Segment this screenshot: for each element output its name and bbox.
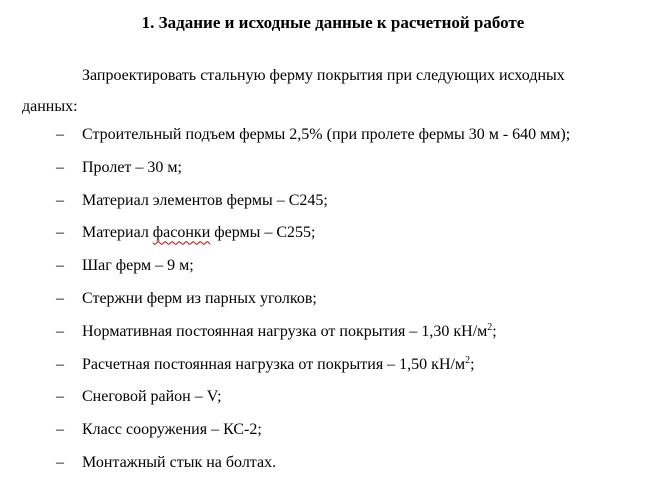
intro-line-1: Запроектировать стальную ферму покрытия при следующих исходных xyxy=(82,67,565,84)
list-item xyxy=(0,414,666,447)
list-bullet: – xyxy=(56,388,64,406)
text-segment: фермы – С255; xyxy=(210,224,316,242)
list-item xyxy=(0,447,666,480)
list-bullet: – xyxy=(56,453,64,471)
list-bullet: – xyxy=(56,355,64,373)
list-bullet: – xyxy=(56,126,64,143)
list-item-text xyxy=(82,349,475,382)
text-segment: ; xyxy=(470,355,475,373)
list-item xyxy=(0,381,666,414)
list-bullet: – xyxy=(56,158,64,176)
section-heading: 1. Задание и исходные данные к расчетной работе xyxy=(141,13,525,32)
list-item-text: Монтажный стык на болтах. xyxy=(82,453,277,471)
list-bullet: – xyxy=(56,224,64,242)
list-item-text: Снеговой район – V; xyxy=(82,388,222,406)
list-item-text: Класс сооружения – КС-2; xyxy=(82,421,262,439)
list-bullet: – xyxy=(56,257,64,275)
list-bullet: – xyxy=(56,322,64,340)
list-item-text: Стержни ферм из парных уголков; xyxy=(82,289,317,307)
spellcheck-flagged-word[interactable]: фасонки xyxy=(152,224,211,242)
text-segment: Расчетная постоянная нагрузка от покрытия – 1,50 кН/м xyxy=(82,355,466,373)
list-item xyxy=(0,119,666,152)
text-segment: ; xyxy=(492,322,497,340)
intro-line-2: данных: xyxy=(22,98,78,115)
list-item-text: Материал элементов фермы – С245; xyxy=(82,191,328,209)
text-segment: Материал xyxy=(82,224,153,242)
requirements-list xyxy=(0,119,666,480)
list-item-text: Пролет – 30 м; xyxy=(82,158,182,176)
list-item xyxy=(0,283,666,316)
list-item xyxy=(0,316,666,349)
list-item xyxy=(0,349,666,382)
list-bullet: – xyxy=(56,191,64,209)
list-item xyxy=(0,185,666,218)
list-item xyxy=(0,250,666,283)
list-item xyxy=(0,217,666,250)
intro-paragraph xyxy=(22,60,642,122)
superscript: 2 xyxy=(465,354,471,366)
list-item-text xyxy=(82,316,497,349)
list-bullet: – xyxy=(56,421,64,439)
list-bullet: – xyxy=(56,289,64,307)
list-item-text: Строительный подъем фермы 2,5% (при пролете фермы 30 м - 640 мм); xyxy=(82,126,571,143)
superscript: 2 xyxy=(487,321,493,333)
list-item-text xyxy=(82,217,315,250)
list-item-text: Шаг ферм – 9 м; xyxy=(82,257,194,275)
list-item xyxy=(0,152,666,185)
text-segment: Нормативная постоянная нагрузка от покрытия – 1,30 кН/м xyxy=(82,322,488,340)
